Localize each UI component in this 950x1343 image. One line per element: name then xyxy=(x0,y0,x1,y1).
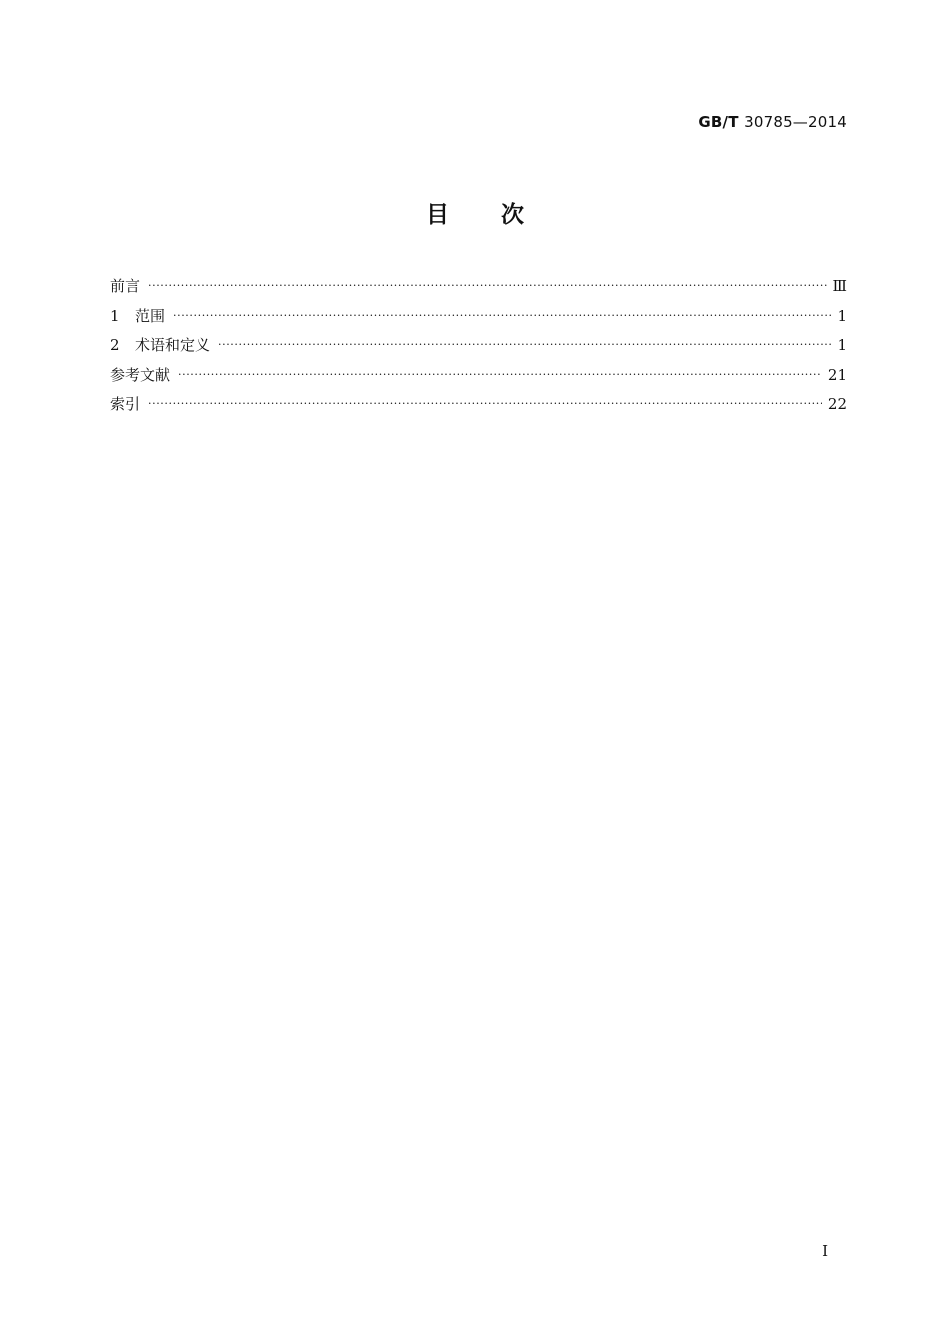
toc-dot-leader xyxy=(148,394,822,414)
toc-entry-label xyxy=(110,394,140,414)
toc-dot-leader xyxy=(148,276,827,296)
table-of-contents xyxy=(110,276,847,424)
standard-prefix: GB/T xyxy=(698,113,739,131)
toc-dot-leader xyxy=(178,365,822,385)
toc-entry-page: 1 xyxy=(837,306,847,325)
toc-entry-label xyxy=(110,306,165,326)
toc-entry-text: 索引 xyxy=(110,395,141,413)
toc-dot-leader xyxy=(218,335,831,355)
toc-entry-page: 21 xyxy=(827,365,847,384)
toc-entry-text: 参考文献 xyxy=(110,365,171,384)
page-number: I xyxy=(822,1242,828,1260)
toc-entry-page: 22 xyxy=(827,395,847,413)
toc-section-number: 1 xyxy=(110,306,120,325)
toc-dot-leader xyxy=(173,306,831,326)
toc-entry-label xyxy=(110,365,170,385)
toc-entry-bibliography[interactable] xyxy=(110,365,847,395)
toc-entry-label xyxy=(110,276,140,296)
standard-code: 30785—2014 xyxy=(744,113,847,131)
toc-entry-page: 1 xyxy=(837,336,847,354)
toc-title: 目次 xyxy=(426,202,576,228)
toc-entry-label xyxy=(110,335,210,355)
standard-number xyxy=(698,113,847,131)
toc-entry-scope[interactable] xyxy=(110,306,847,336)
toc-section-number: 2 xyxy=(110,336,120,354)
toc-entry-text: 范围 xyxy=(135,306,166,325)
toc-entry-index[interactable] xyxy=(110,394,847,424)
toc-entry-text: 术语和定义 xyxy=(135,336,211,354)
toc-entry-text: 前言 xyxy=(110,277,141,295)
toc-entry-foreword[interactable] xyxy=(110,276,847,306)
toc-entry-terms[interactable] xyxy=(110,335,847,365)
toc-entry-page: Ⅲ xyxy=(832,277,847,295)
